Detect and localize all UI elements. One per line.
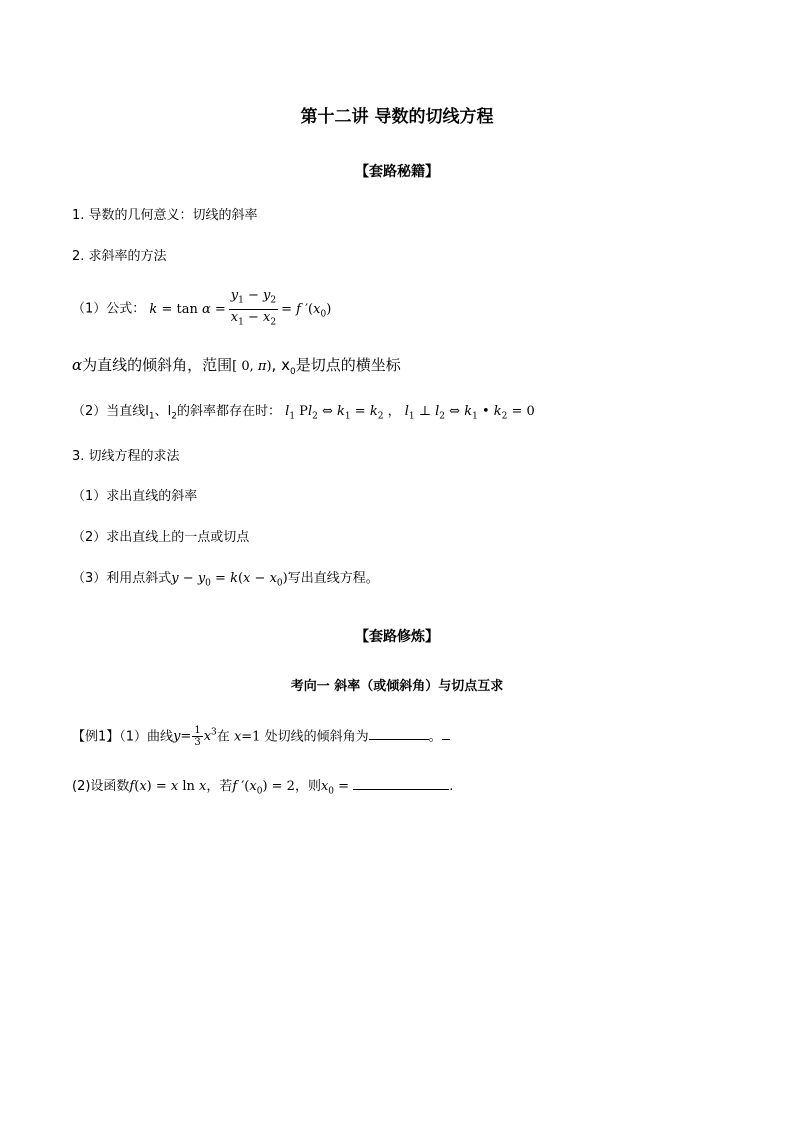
point-1: 1. 导数的几何意义：切线的斜率 [72,208,258,223]
point-2: 2. 求斜率的方法 [72,249,167,264]
x0-text: 是切点的横坐标 [295,356,401,374]
step-3: （3）利用点斜式$y - y_0 = k(x - x_0)$写出直线方程。 [72,571,379,589]
parallel-perpendicular: （2）当直线$l_1$、$l_2$的斜率都存在时： $l_1$ $Pl_2$ ⇔ $k_1 = k_2$ ， $l_1$ ⊥ $l_2$ ⇔ $k_1$ • $k_2 = 0$ [72,404,535,422]
page-title: 第十二讲 导数的切线方程 [300,107,494,127]
section-heading-secrets: 【套路秘籍】 [355,164,439,180]
alpha-text: 为直线的倾斜角，范围 [82,356,233,374]
formula-label: （1）公式： [72,301,146,317]
example-1-part-1: 【例1】（1）曲线y= $\frac{1}{3}$ $x^3$在 x=1 处切线的倾斜角为 。 [72,716,450,754]
section-heading-practice: 【套路修炼】 [355,629,439,645]
example-label: 【例1】 [72,729,120,745]
slope-formula [72,288,331,331]
formula-math: k = tan α = $\frac{y_1 - y_2}{x_1 - x_2}$ = f $'(x_0)$ [149,302,331,317]
point-3: 3. 切线方程的求法 [72,449,180,464]
step-3-suffix: 写出直线方程。 [287,571,379,586]
alpha-description: α为直线的倾斜角，范围[ 0, π), $x_0$是切点的横坐标 [72,356,401,377]
lines-mid: 的斜率都存在时： [176,404,281,419]
slope-fraction: $\frac{y_1 - y_2}{x_1 - x_2}$ [230,288,277,328]
example-1-part-2: (2)设函数f(x) = x ln x，若f $'(x_0) = 2$，则$x_0$ = . [72,779,454,797]
step-3-prefix: （3）利用点斜式 [72,571,172,586]
ex1-prefix: （1）曲线 [119,729,174,745]
answer-blank-1[interactable] [369,727,429,740]
lines-prefix: （2）当直线l [72,404,149,419]
step-2: （2）求出直线上的一点或切点 [72,530,250,545]
one-third-fraction: $\frac{1}{3}$ [194,725,201,749]
answer-blank-2[interactable] [353,777,449,790]
ex2-prefix: (2)设函数 [72,779,130,794]
sub-heading: 考向一 斜率（或倾斜角）与切点互求 [290,679,504,694]
step-1: （1）求出直线的斜率 [72,489,198,504]
